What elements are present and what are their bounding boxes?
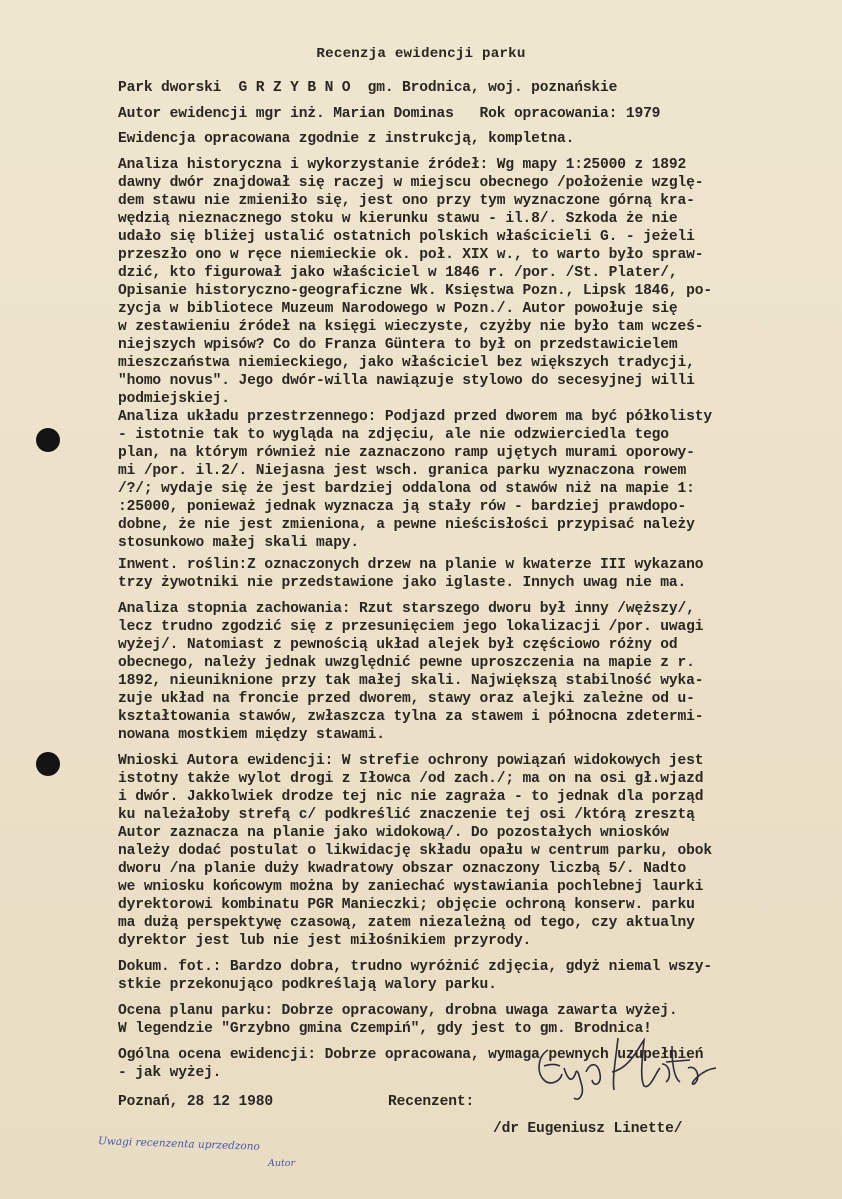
text-line: wyżej/. Natomiast z pewnością układ alejek był częściowo różny od <box>118 637 678 653</box>
text-line: dworu /na planie duży kwadratowy obszar oznaczony liczbą 5/. Nadto <box>118 861 687 877</box>
text-line: W legendzie "Grzybno gmina Czempiń", gdy jest to gm. Brodnica! <box>118 1021 652 1037</box>
text-line: Autor zaznacza na planie jako widokową/. Do pozostałych wniosków <box>118 825 669 841</box>
text-line: we wniosku końcowym można by zaniechać wystawiania pochlebnej laurki <box>118 879 704 895</box>
text-line: przeszło ono w ręce niemieckie ok. poł. XIX w., to warto było spraw- <box>118 247 704 263</box>
text-line: dzić, kto figurował jako właściciel w 1846 r. /por. /St. Plater/, <box>118 265 678 281</box>
text-line: zuje układ na froncie przed dworem, stawy oraz alejki zależne od u- <box>118 691 695 707</box>
text-line: istotny także wylot drogi z Iłowca /od zach./; ma on na osi gł.wjazd <box>118 771 704 787</box>
text-line: kształtowania stawów, zwłaszcza tylna za stawem i północna zdetermi- <box>118 709 704 725</box>
text-line: /?/; wydaje się że jest bardziej oddalona od stawów niż na mapie 1: <box>118 481 695 497</box>
text-line: Analiza historyczna i wykorzystanie źródeł: Wg mapy 1:25000 z 1892 <box>118 157 687 173</box>
text-line: nowana mostkiem między stawami. <box>118 727 385 743</box>
text-line: Ogólna ocena ewidencji: Dobrze opracowana, wymaga pewnych uzupełnień <box>118 1047 704 1063</box>
text-line: dyrektor jest lub nie jest miłośnikiem przyrody. <box>118 933 532 949</box>
text-line: obecnego, należy jednak uwzględnić pewne uproszczenia na mapie z r. <box>118 655 695 671</box>
reviewer-name: /dr Eugeniusz Linette/ <box>493 1121 683 1137</box>
text-line: - jak wyżej. <box>118 1065 222 1081</box>
text-line: Inwent. roślin:Z oznaczonych drzew na planie w kwaterze III wykazano <box>118 557 704 573</box>
text-line: dawny dwór znajdował się raczej w miejscu obecnego /położenie wzglę- <box>118 175 704 191</box>
text-line: mieszczaństwa niemieckiego, jako właściciel bez większych tradycji, <box>118 355 695 371</box>
text-line: dyrektorowi kombinatu PGR Manieczki; objęcie ochroną konserw. parku <box>118 897 695 913</box>
handwritten-note-author: Autor <box>268 1158 296 1169</box>
document-title: Recenzja ewidencji parku <box>316 46 526 62</box>
text-line: Wnioski Autora ewidencji: W strefie ochrony powiązań widokowych jest <box>118 753 704 769</box>
text-line: Analiza układu przestrzennego: Podjazd przed dworem ma być półkolisty <box>118 409 712 425</box>
punch-hole <box>36 752 60 776</box>
text-line: lecz trudno zgodzić się z przesunięciem jego lokalizacji /por. uwagi <box>118 619 704 635</box>
text-line: Ocena planu parku: Dobrze opracowany, drobna uwaga zawarta wyżej. <box>118 1003 678 1019</box>
text-line: ku należałoby strefą c/ podkreślić znaczenie tej osi /którą zresztą <box>118 807 695 823</box>
text-line: - istotnie tak to wygląda na zdjęciu, ale nie odzwierciedla tego <box>118 427 669 443</box>
text-line: "homo novus". Jego dwór-willa nawiązuje stylowo do secesyjnej willi <box>118 373 695 389</box>
signature <box>520 1028 740 1108</box>
text-line: Dokum. fot.: Bardzo dobra, trudno wyróżnić zdjęcia, gdyż niemal wszy- <box>118 959 712 975</box>
text-line: niejszych wpisów? Co do Franza Güntera to był on przedstawicielem <box>118 337 678 353</box>
text-line: stkie przekonująco podkreślają walory parku. <box>118 977 497 993</box>
text-line: i dwór. Jakkolwiek drodze tej nic nie zagraża - to jednak dla porząd <box>118 789 704 805</box>
text-line: podmiejskiej. <box>118 391 230 407</box>
punch-hole <box>36 428 60 452</box>
text-line: należy dodać postulat o likwidację składu opału w centrum parku, obok <box>118 843 712 859</box>
handwritten-note: Uwagi recenzenta uprzedzono <box>97 1135 261 1153</box>
text-line: zycja w bibliotece Muzeum Narodowego w Pozn./. Autor powołuje się <box>118 301 678 317</box>
text-line: mi /por. il.2/. Niejasna jest wsch. granica parku wyznaczona rowem <box>118 463 687 479</box>
text-line: Park dworski G R Z Y B N O gm. Brodnica, woj. poznańskie <box>118 80 618 96</box>
text-line: plan, na którym również nie zaznaczono ramp ujętych murami oporowy- <box>118 445 695 461</box>
text-line: Autor ewidencji mgr inż. Marian Dominas Rok opracowania: 1979 <box>118 106 661 122</box>
text-line: w zestawieniu źródeł na księgi wieczyste, czyżby nie było tam wcześ- <box>118 319 704 335</box>
text-line: 1892, nieuniknione przy tak małej skali. Największą stabilność wyka- <box>118 673 704 689</box>
text-line: Analiza stopnia zachowania: Rzut starszego dworu był inny /węższy/, <box>118 601 695 617</box>
place-date: Poznań, 28 12 1980 <box>118 1094 273 1110</box>
text-line: udało się bliżej ustalić ostatnich polskich właścicieli G. - jeżeli <box>118 229 695 245</box>
text-line: trzy żywotniki nie przedstawione jako iglaste. Innych uwag nie ma. <box>118 575 687 591</box>
text-line: Opisanie historyczno-geograficzne Wk. Księstwa Pozn., Lipsk 1846, po- <box>118 283 712 299</box>
text-line: dem stawu nie zmieniło się, jest ono przy tym wyznaczone górną kra- <box>118 193 695 209</box>
text-line: ma dużą perspektywę czasową, zatem niezależną od tego, czy aktualny <box>118 915 695 931</box>
text-line: dobne, że nie jest zmieniona, a pewne nieścisłości przypisać należy <box>118 517 695 533</box>
reviewer-label: Recenzent: <box>388 1094 475 1110</box>
text-line: :25000, ponieważ jednak wyznacza ją stały rów - bardziej prawdopo- <box>118 499 687 515</box>
text-line: stosunkowo małej skali mapy. <box>118 535 360 551</box>
text-line: Ewidencja opracowana zgodnie z instrukcją, kompletna. <box>118 131 575 147</box>
text-line: wędzią nieznacznego stoku w kierunku stawu - il.8/. Szkoda że nie <box>118 211 678 227</box>
